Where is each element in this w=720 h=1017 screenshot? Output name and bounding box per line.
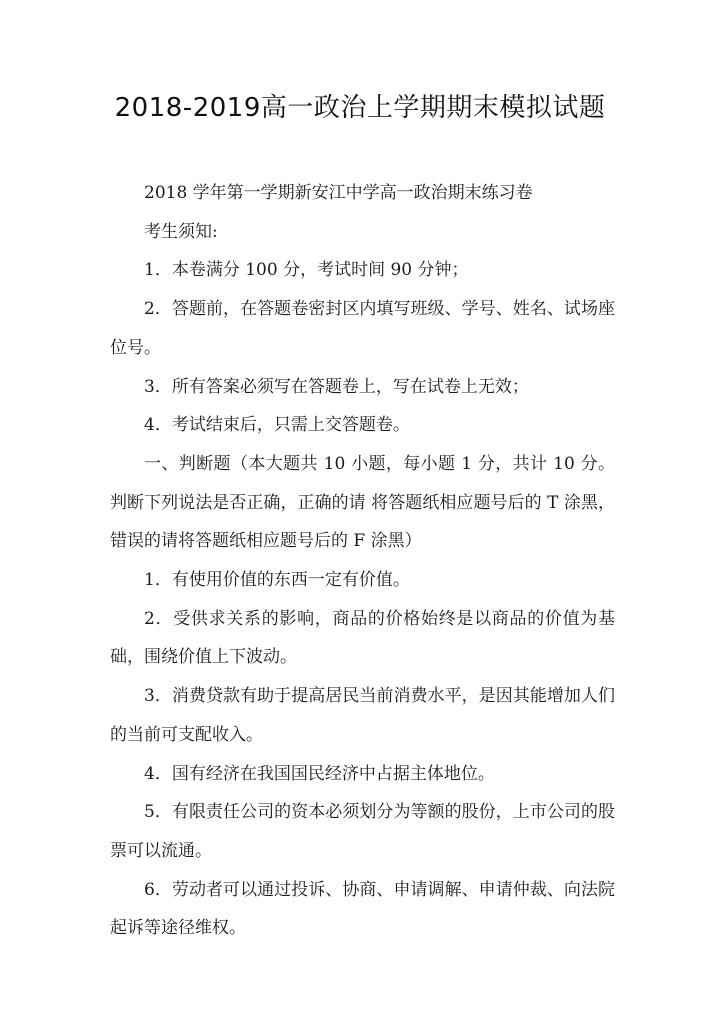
notice-item-3: 3．所有答案必须写在答题卷上，写在试卷上无效； — [144, 376, 529, 397]
document-title: 2018-2019高一政治上学期期末模拟试题 — [114, 93, 606, 123]
question-2: 2．受供求关系的影响，商品的价格始终是以商品的价值为基础，围绕价值上下波动。 — [110, 608, 615, 668]
question-3: 3．消费贷款有助于提高居民当前消费水平，是因其能增加人们的当前可支配收入。 — [110, 686, 615, 745]
notice-item-1: 1．本卷满分 100 分，考试时间 90 分钟； — [144, 260, 469, 281]
question-1: 1．有使用价值的东西一定有价值。 — [144, 570, 410, 591]
section-instructions: 一、判断题（本大题共 10 小题，每小题 1 分，共计 10 分。判断下列说法是否正确，正确的请 将答题纸相应题号后的 T 涂黑，错误的请将答题纸相应题号后的 F 涂黑） — [110, 453, 615, 552]
document-body — [110, 174, 615, 948]
notice-item-4: 4．考试结束后，只需上交答题卷。 — [144, 415, 410, 436]
question-6: 6．劳动者可以通过投诉、协商、申请调解、申请仲裁、向法院起诉等途径维权。 — [110, 879, 615, 939]
notice-item-2: 2．答题前，在答题卷密封区内填写班级、学号、姓名、试场座位号。 — [110, 299, 615, 358]
exam-heading: 2018 学年第一学期新安江中学高一政治期末练习卷 — [144, 183, 533, 203]
question-4: 4．国有经济在我国国民经济中占据主体地位。 — [144, 763, 495, 784]
question-5: 5．有限责任公司的资本必须划分为等额的股份，上市公司的股票可以流通。 — [110, 802, 615, 861]
notice-heading: 考生须知: — [144, 221, 218, 242]
